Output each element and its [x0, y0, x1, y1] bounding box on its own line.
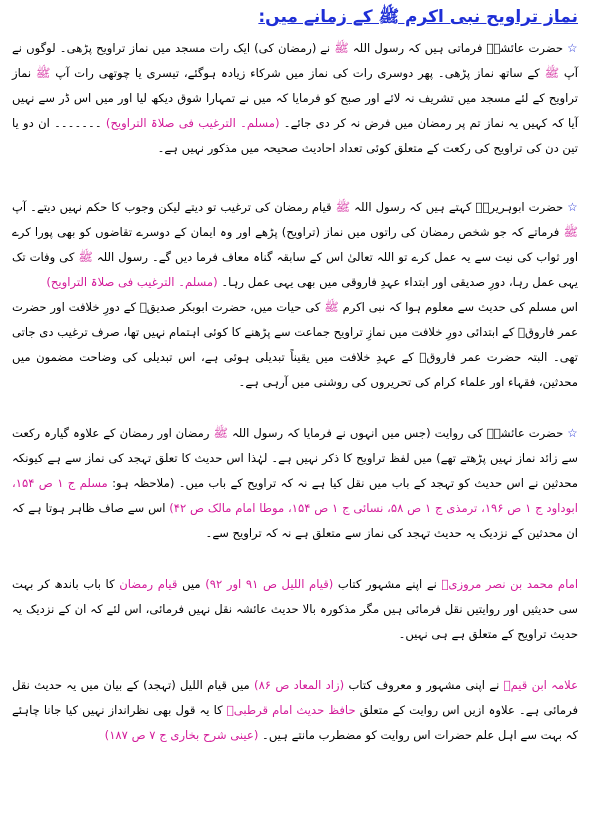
paragraph-2 — [12, 195, 578, 295]
salutation-icon: ﷺ — [334, 41, 349, 55]
book-reference: (قیام اللیل ص ۹۱ اور ۹۲) — [205, 577, 334, 591]
salutation-icon: ﷺ — [544, 66, 560, 80]
p3-text-2: کی حیات میں، حضرت ابوبکر صدیقؓ کے دورِ خلافت اور حضرت عمر فاروقؓ کے ابتدائی دورِ خلافت میں نمازِ تراویح جماعت سے پڑھنے کا کوئی اہتمام نہیں تھا، صرف ترغیب دی جاتی تھی۔ البتہ حضرت عمر فاروقؓ کے عہدِ خلافت میں یقیناً تبدیلی ہوئی ہے، اس تبدیلی کی وضاحت مضمون میں محدثین، فقہاء اور علماء کرام کی تحریروں کی روشنی میں آرہی ہے۔ — [12, 300, 578, 389]
paragraph-1 — [12, 36, 578, 161]
p1-reference: (مسلم۔ الترغیب فی صلاۃ التراویح) — [105, 116, 280, 130]
paragraph-4 — [12, 421, 578, 546]
p2-text-4: کی وفات تک یہی عمل رہا، دورِ صدیقی اور ابتداء عہدِ فاروقی میں بھی یہی عمل رہا۔ — [12, 250, 578, 289]
salutation-icon: ﷺ — [213, 426, 228, 440]
p5-text-2: میں — [182, 577, 201, 591]
book-reference: (زاد المعاد ص ۸۶) — [254, 678, 345, 692]
p6-text-3: کا یہ قول بھی نظرانداز نہیں کیا جانا چاہئے کہ بہت سے اہل علم حضرات اس روایت کو مضطرب مانتے ہیں۔ — [12, 703, 578, 742]
p2-text-1: حضرت ابوہریرہؓ کہتے ہیں کہ رسول اللہ — [354, 200, 564, 214]
salutation-icon: ﷺ — [335, 200, 351, 214]
p3-text-1: اس مسلم کی حدیث سے معلوم ہوا کہ نبی اکرم — [342, 300, 578, 314]
p4-text-3: اس سے صاف ظاہر ہوتا ہے کہ ان محدثین کے نزدیک یہ حدیث تہجد کی نماز سے متعلق ہے نہ کہ تراویح سے۔ — [12, 501, 578, 540]
salutation-icon: ﷺ — [563, 225, 578, 239]
p1-text-3: کے ساتھ نماز پڑھی۔ پھر دوسری رات کی نماز میں شرکاء زیادہ ہوگئے، تیسری یا چوتھی رات آپ — [55, 66, 540, 80]
salutation-icon: ﷺ — [78, 250, 93, 264]
p1-text-5: ۔۔۔۔۔۔۔ ان دو یا تین دن کی تراویح کی رکعت کے متعلق کوئی تعداد احادیث صحیحہ میں مذکور نہیں ہے۔ — [12, 116, 578, 155]
salutation-icon: ﷺ — [35, 66, 51, 80]
p1-text-2: نے (رمضان کی) ایک رات مسجد میں نماز تراویح پڑھی۔ لوگوں نے آپ — [12, 41, 579, 80]
p4-text-2: رمضان اور رمضان کے علاوہ گیارہ رکعت سے زائد نماز نہیں پڑھتے تھے) میں لفظ تراویح کا ذکر نہیں ہے۔ لہٰذا اس حدیث کا تعلق تہجد کی نماز سے ہے کیونکہ محدثین نے اس حدیث کو تہجد کے باب میں نقل کیا ہے نہ کہ تراویح کے باب میں۔ (ملاحظہ ہو: — [12, 426, 579, 490]
p6-text-2: میں قیام اللیل (تہجد) کے بیان میں یہ حدیث نقل فرمائی ہے۔ علاوہ ازیں اس روایت کے متعلق — [12, 678, 579, 717]
star-icon: ☆ — [567, 426, 578, 440]
scholar-name: امام محمد بن نصر مروزیؒ — [441, 577, 579, 591]
chapter-name: قیام رمضان — [119, 577, 178, 591]
section-heading: نماز تراویح نبی اکرم ﷺ کے زمانے میں: — [258, 7, 578, 27]
p6-text-1: نے اپنی مشہور و معروف کتاب — [348, 678, 500, 692]
p2-text-2: قیام رمضان کی ترغیب تو دیتے لیکن وجوب کا حکم نہیں دیتے۔ آپ — [12, 200, 332, 214]
star-icon: ☆ — [567, 41, 578, 55]
p4-text-1: حضرت عائشہؓ کی روایت (جس میں انہوں نے فرمایا کہ رسول اللہ — [232, 426, 564, 440]
p5-text-3: کا باب باندھ کر بہت سی حدیثیں اور روایتیں نقل فرمائی ہیں مگر مذکورہ بالا حدیث عائشہ نقل نہیں فرمائی، اس لئے کہ ان کے نزدیک یہ حدیث تراویح کے متعلق ہے ہی نہیں۔ — [12, 577, 578, 641]
p1-text-4: نماز تراویح کے لئے مسجد میں تشریف نہ لائے اور صبح کو فرمایا کہ میں نے تمہارا شوق دیکھ لیا اور میں اس ڈر سے نہیں آیا کہ کہیں یہ نماز تم پر رمضان میں فرض نہ کر دی جائے۔ — [12, 66, 578, 130]
scholar-name: علامہ ابن قیمؒ — [503, 678, 579, 692]
p2-text-3: فرماتے کہ جو شخص رمضان کی راتوں میں نماز (تراویح) پڑھے اور وہ ایمان کے دوسرے تقاضوں کو بھی پورا کرے اور ثواب کی نیت سے یہ عمل کرے تو اللہ تعالیٰ اس کے سابقہ گناہ معاف فرما دیں گے۔ رسول اللہ — [12, 225, 579, 264]
p6-reference: (عینی شرح بخاری ج ۷ ص ۱۸۷) — [104, 728, 259, 742]
paragraph-3 — [12, 295, 578, 395]
star-icon: ☆ — [567, 200, 579, 214]
p5-text-1: نے اپنے مشہور کتاب — [337, 577, 437, 591]
paragraph-6 — [12, 673, 578, 748]
salutation-icon: ﷺ — [324, 300, 339, 314]
paragraph-5 — [12, 572, 578, 647]
hafiz-name: حافظ حدیث امام قرطبیؒ — [226, 703, 356, 717]
p4-reference: مسلم ج ۱ ص ۱۵۴، ابوداود ج ۱ ص ۱۹۶، ترمذی ج ۱ ص ۵۸، نسائی ج ۱ ص ۱۵۴، موطا امام مالک ص ۴۲) — [12, 476, 579, 515]
p2-reference: (مسلم۔ الترغیب فی صلاۃ التراویح) — [46, 275, 218, 289]
p1-text-1: حضرت عائشہؓ فرماتی ہیں کہ رسول اللہ — [352, 41, 564, 55]
